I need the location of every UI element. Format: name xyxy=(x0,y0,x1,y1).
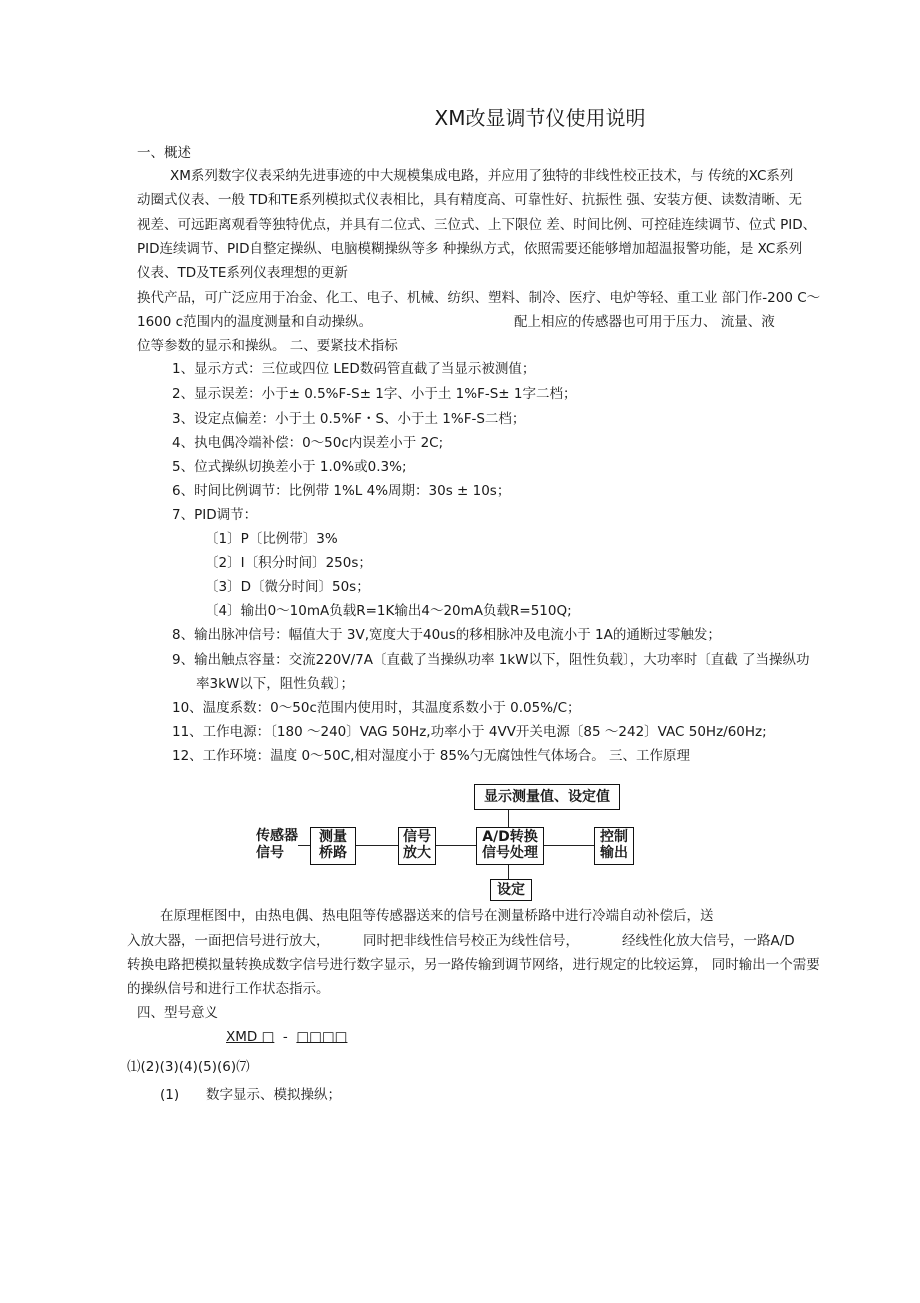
spec-item-2: 2、显示误差：小于± 0.5%F-S± 1字、小于土 1%F-S± 1字二档； xyxy=(172,386,577,402)
model-item-1-number: (1) xyxy=(160,1087,180,1103)
overview-line-5: 仪表、TD及TE系列仪表理想的更新 xyxy=(137,265,348,281)
bridge-label-line1: 测量 xyxy=(319,829,347,845)
pid-item-d: 〔3〕D〔微分时间〕50s； xyxy=(205,579,370,595)
page-title: XM改显调节仪使用说明 xyxy=(434,106,646,130)
overview-line-7a: 1600 c范围内的温度测量和自动操纵。 xyxy=(137,314,373,330)
spec-item-8: 8、输出脉冲信号：幅值大于 3V,宽度大于40us的移相脉冲及电流小于 1A的通断过零触发； xyxy=(172,627,721,643)
amp-label-line2: 放大 xyxy=(403,845,431,861)
spec-item-1: 1、显示方式：三位或四位 LED数码管直截了当显示被测值； xyxy=(172,361,536,377)
spec-item-7: 7、PID调节： xyxy=(172,507,258,523)
model-index-numbers: ⑴(2)(3)(4)(5)(6)⑺ xyxy=(127,1059,250,1075)
signal-amplifier-box xyxy=(398,827,436,865)
pid-item-p: 〔1〕P〔比例带〕3% xyxy=(205,531,338,547)
connector-ad-setting xyxy=(508,864,509,879)
connector-amp-ad xyxy=(436,845,476,846)
principle-block-diagram xyxy=(250,780,650,905)
ad-conversion-box xyxy=(476,827,544,865)
section-heading-model: 四、型号意义 xyxy=(137,1005,218,1021)
overview-line-6: 换代产品，可广泛应用于冶金、化工、电子、机械、纺织、塑料、制冷、医疗、电炉等轻、重工业 部门作-200 C～ xyxy=(137,290,821,306)
spec-item-4: 4、执电偶冷端补偿：0～50c内误差小于 2C; xyxy=(172,435,444,451)
spec-item-11: 11、工作电源：〔180 ～240〕VAG 50Hz,功率小于 4VV开关电源〔85 ～242〕VAC 50Hz/60Hz; xyxy=(172,724,767,740)
spec-item-9: 9、输出触点容量：交流220V/7A〔直截了当操纵功率 1kW以下，阻性负载〕，大功率时〔直截 了当操纵功 xyxy=(172,652,810,668)
connector-ad-ctrl xyxy=(544,845,594,846)
principle-line-3: 转换电路把模拟量转换成数字信号进行数字显示，另一路传输到调节网络，进行规定的比较运算， 同时输出一个需要 xyxy=(127,957,820,973)
setting-box: 设定 xyxy=(490,879,532,901)
amp-label-line1: 信号 xyxy=(403,829,431,845)
measuring-bridge-box xyxy=(310,827,356,865)
spec-item-10: 10、温度系数：0～50c范围内使用时，其温度系数小于 0.05%/C； xyxy=(172,700,581,716)
overview-line-1: XM系列数字仪表采纳先进事迹的中大规模集成电路，并应用了独特的非线性校正技术，与 传统的XC系列 xyxy=(170,168,794,184)
sensor-label-line2: 信号 xyxy=(256,845,284,861)
pid-item-output: 〔4〕输出0～10mA负载R=1K输出4～20mA负载R=510Q; xyxy=(205,603,572,619)
spec-item-3: 3、设定点偏差：小于土 0.5%F・S、小于土 1%F-S二档； xyxy=(172,411,526,427)
overview-line-7b: 配上相应的传感器也可用于压力、 流量、液 xyxy=(514,314,775,330)
overview-line-3: 视差、可远距离观看等独特优点，并具有二位式、三位式、上下限位 差、时间比例、可控硅连续调节、位式 PID、 xyxy=(137,217,817,233)
connector-display-ad xyxy=(508,810,509,828)
spec-item-6: 6、时间比例调节：比例带 1%L 4%周期：30s ± 10s； xyxy=(172,483,511,499)
principle-line-2a: 入放大器，一面把信号进行放大， xyxy=(127,933,330,949)
ad-label-line1: A/D转换 xyxy=(482,829,538,845)
overview-line-4: PID连续调节、PID自整定操纵、电脑模糊操纵等多 种操纵方式，依照需要还能够增加超温报警功能，是 XC系列 xyxy=(137,241,803,257)
connector-bridge-amp xyxy=(356,845,398,846)
principle-line-2c: 经线性化放大信号，一路A/D xyxy=(622,933,795,949)
section-heading-overview: 一、概述 xyxy=(137,145,191,161)
ctrl-label-line2: 输出 xyxy=(600,845,628,861)
bridge-label-line2: 桥路 xyxy=(319,845,347,861)
pid-item-i: 〔2〕I〔积分时间〕250s； xyxy=(205,555,372,571)
sensor-signal-label xyxy=(256,828,298,862)
spec-item-12: 12、工作环境：温度 0～50C,相对湿度小于 85%勺无腐蚀性气体场合。 三、工作原理 xyxy=(172,748,691,764)
display-values-box: 显示测量值、设定值 xyxy=(474,784,620,810)
overview-line-2: 动圈式仪表、一般 TD和TE系列模拟式仪表相比，具有精度高、可靠性好、抗振性 强、安装方便、读数清晰、无 xyxy=(137,192,802,208)
model-code xyxy=(226,1027,347,1047)
sensor-label-line1: 传感器 xyxy=(256,828,298,844)
model-code-dash: - xyxy=(274,1029,297,1045)
spec-item-5: 5、位式操纵切换差小于 1.0%或0.3%; xyxy=(172,459,407,475)
connector-sensor-bridge xyxy=(298,845,310,846)
control-output-box xyxy=(594,827,634,865)
principle-line-1: 在原理框图中，由热电偶、热电阻等传感器送来的信号在测量桥路中进行冷端自动补偿后，送 xyxy=(160,908,714,924)
overview-line-8: 位等参数的显示和操纵。 二、要紧技术指标 xyxy=(137,338,398,354)
model-code-prefix: XMD □ xyxy=(226,1029,275,1045)
model-code-suffix: □□□□ xyxy=(296,1029,348,1045)
model-item-1-text: 数字显示、模拟操纵； xyxy=(206,1087,341,1103)
principle-line-4: 的操纵信号和进行工作状态指示。 xyxy=(127,981,330,997)
spec-item-9-cont: 率3kW以下，阻性负载〕； xyxy=(196,676,355,692)
ctrl-label-line1: 控制 xyxy=(600,829,628,845)
ad-label-line2: 信号处理 xyxy=(482,845,538,861)
principle-line-2b: 同时把非线性信号校正为线性信号， xyxy=(363,933,579,949)
